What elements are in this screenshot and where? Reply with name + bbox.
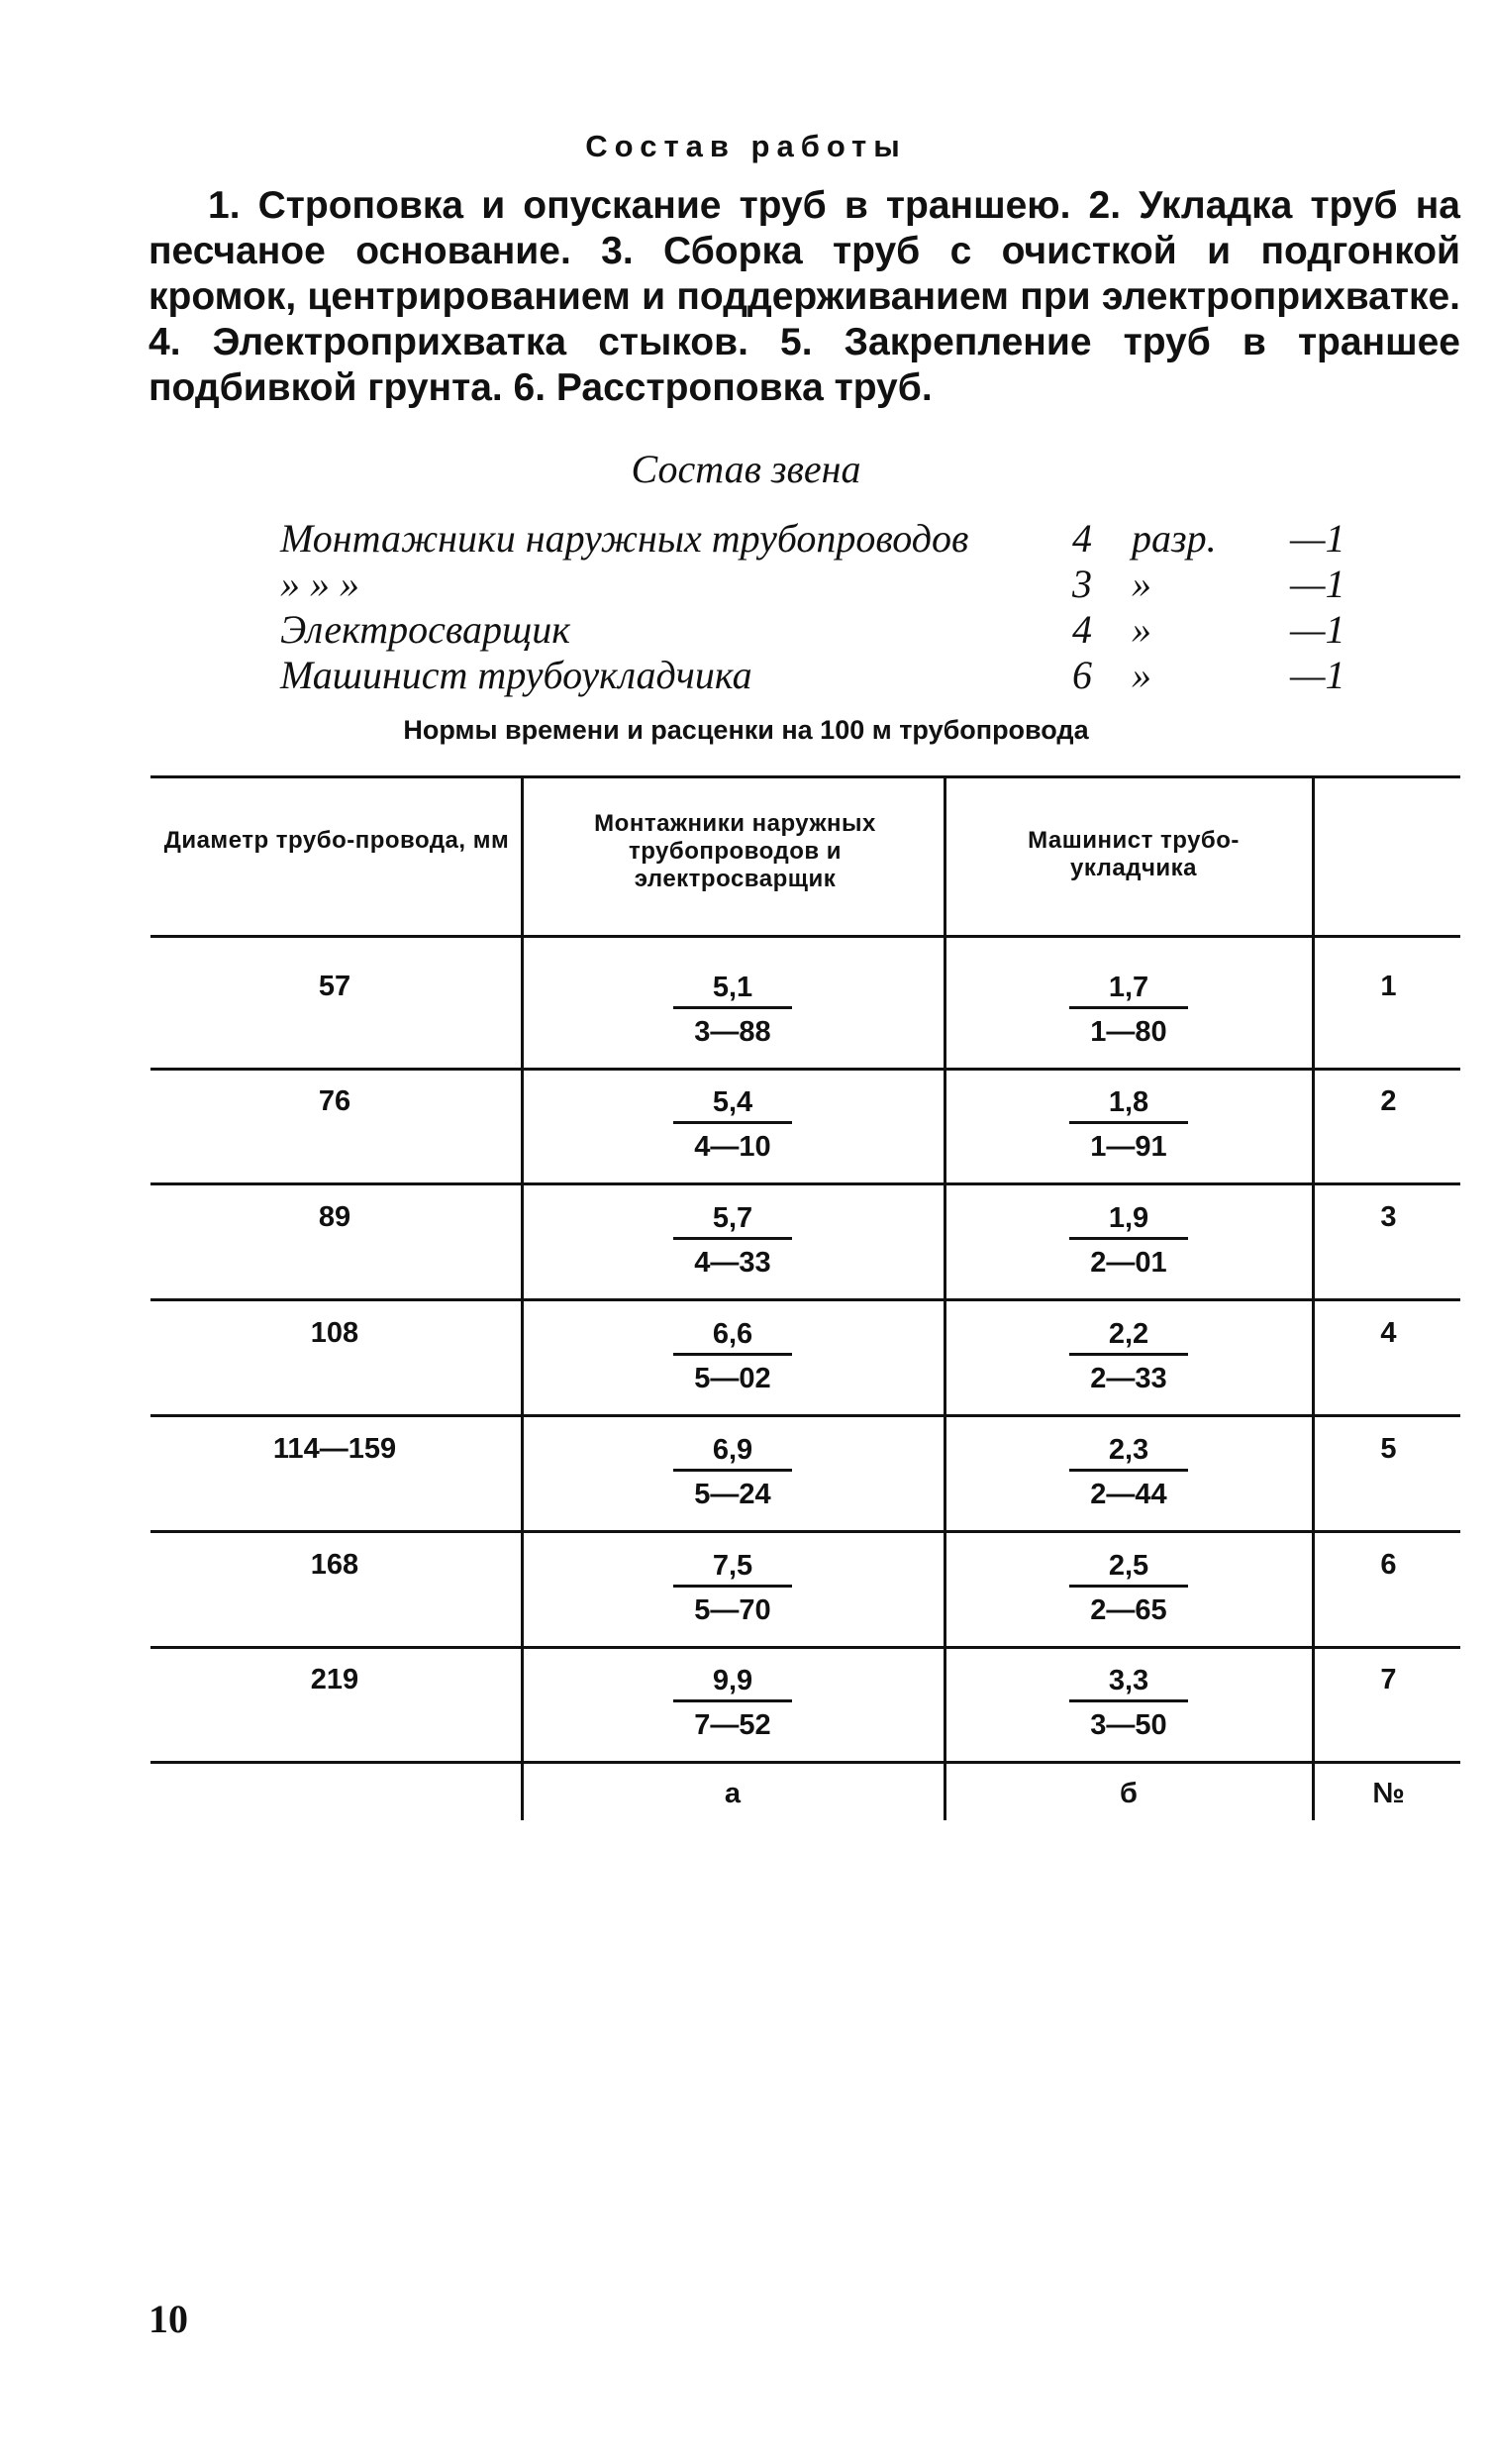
header-installers: Монтажники наружных трубопроводов и электросварщик (594, 810, 876, 892)
crew-grade-unit: разр. (1132, 516, 1217, 561)
price-rate: 4—10 (694, 1131, 771, 1163)
row-divider (150, 1414, 1460, 1417)
time-norm: 9,9 (712, 1665, 753, 1696)
row-divider (150, 1646, 1460, 1649)
work-description (149, 183, 1460, 411)
operator-rate (1069, 1317, 1188, 1395)
fraction-bar (1069, 1353, 1188, 1356)
crew-grade-unit: » (1132, 653, 1151, 697)
time-norm: 2,2 (1108, 1318, 1149, 1350)
column-label-b: б (1120, 1778, 1138, 1809)
price-rate: 2—65 (1090, 1594, 1167, 1626)
row-divider (150, 1182, 1460, 1185)
installers-rate (673, 971, 792, 1049)
crew-role: Электросварщик (280, 607, 570, 652)
installers-rate (673, 1317, 792, 1395)
column-label-number: № (1372, 1778, 1405, 1809)
time-norm: 1,8 (1108, 1086, 1149, 1118)
installers-rate (673, 1085, 792, 1164)
row-divider (150, 1298, 1460, 1301)
crew-grade: 4 (1072, 516, 1092, 561)
fraction-bar (673, 1353, 792, 1356)
time-norm: 5,4 (712, 1086, 753, 1118)
fraction-bar (673, 1121, 792, 1124)
row-number: 1 (1380, 971, 1397, 1002)
row-number: 5 (1380, 1433, 1397, 1465)
fraction-bar (1069, 1469, 1188, 1472)
row-number: 4 (1380, 1317, 1397, 1349)
price-rate: 3—88 (694, 1016, 771, 1048)
work-steps-text: 1. Строповка и опускание труб в траншею. 2. Укладка труб на песчаное основание. 3. Сборка труб с очисткой и подгонкой кромок, центрированием и поддерживанием при электроприхватке. 4. Электроприхватка стыков. 5. Закрепление труб в траншее подбивкой грунта. 6. Расстроповка труб. (149, 184, 1460, 409)
crew-grade-unit: » (1132, 607, 1151, 652)
row-number: 3 (1380, 1201, 1397, 1233)
diameter-cell: 114—159 (272, 1433, 397, 1465)
crew-section-title: Состав звена (631, 447, 861, 491)
row-number: 2 (1380, 1085, 1397, 1117)
time-norm: 2,3 (1108, 1434, 1149, 1466)
table-title: Нормы времени и расценки на 100 м трубопровода (403, 715, 1089, 745)
operator-rate (1069, 1664, 1188, 1742)
price-rate: 1—91 (1090, 1131, 1167, 1163)
crew-grade: 3 (1072, 562, 1092, 606)
fraction-bar (673, 1699, 792, 1702)
column-divider (944, 775, 946, 1820)
time-norm: 2,5 (1108, 1550, 1149, 1582)
time-norm: 7,5 (712, 1550, 753, 1582)
table-top-border (150, 775, 1460, 778)
time-norm: 1,9 (1108, 1202, 1149, 1234)
operator-rate (1069, 1549, 1188, 1627)
diameter-cell: 57 (318, 971, 351, 1002)
diameter-cell: 89 (318, 1201, 351, 1233)
price-rate: 5—24 (694, 1479, 771, 1510)
operator-rate (1069, 1201, 1188, 1280)
diameter-cell: 108 (310, 1317, 359, 1349)
price-rate: 2—33 (1090, 1363, 1167, 1394)
crew-role-ditto: » » » (280, 562, 359, 606)
time-norm: 5,7 (712, 1202, 753, 1234)
fraction-bar (1069, 1699, 1188, 1702)
price-rate: 7—52 (694, 1709, 771, 1741)
installers-rate (673, 1201, 792, 1280)
crew-role: Машинист трубоукладчика (280, 653, 752, 697)
price-rate: 5—02 (694, 1363, 771, 1394)
row-divider (150, 1530, 1460, 1533)
fraction-bar (673, 1237, 792, 1240)
column-label-a: а (724, 1778, 742, 1809)
fraction-bar (673, 1585, 792, 1588)
crew-grade: 4 (1072, 607, 1092, 652)
work-section-title: Состав работы (585, 129, 907, 163)
crew-count: —1 (1290, 653, 1345, 697)
page-number: 10 (149, 2297, 188, 2341)
time-norm: 6,6 (712, 1318, 753, 1350)
header-operator: Машинист трубо-укладчика (1028, 827, 1240, 881)
table-bottom-border (150, 1761, 1460, 1764)
time-norm: 5,1 (712, 972, 753, 1003)
crew-role: Монтажники наружных трубопроводов (280, 516, 969, 561)
column-divider (521, 775, 524, 1820)
row-number: 6 (1380, 1549, 1397, 1581)
fraction-bar (673, 1006, 792, 1009)
crew-count: —1 (1290, 607, 1345, 652)
price-rate: 4—33 (694, 1247, 771, 1279)
crew-grade: 6 (1072, 653, 1092, 697)
operator-rate (1069, 1085, 1188, 1164)
fraction-bar (1069, 1585, 1188, 1588)
column-divider (1312, 775, 1315, 1820)
installers-rate (673, 1549, 792, 1627)
price-rate: 3—50 (1090, 1709, 1167, 1741)
fraction-bar (1069, 1237, 1188, 1240)
price-rate: 5—70 (694, 1594, 771, 1626)
fraction-bar (673, 1469, 792, 1472)
header-bottom-border (150, 935, 1460, 938)
row-number: 7 (1380, 1664, 1397, 1695)
diameter-cell: 168 (310, 1549, 359, 1581)
installers-rate (673, 1433, 792, 1511)
row-divider (150, 1068, 1460, 1071)
time-norm: 6,9 (712, 1434, 753, 1466)
crew-count: —1 (1290, 516, 1345, 561)
fraction-bar (1069, 1006, 1188, 1009)
operator-rate (1069, 971, 1188, 1049)
price-rate: 1—80 (1090, 1016, 1167, 1048)
crew-grade-unit: » (1132, 562, 1151, 606)
fraction-bar (1069, 1121, 1188, 1124)
time-norm: 3,3 (1108, 1665, 1149, 1696)
installers-rate (673, 1664, 792, 1742)
operator-rate (1069, 1433, 1188, 1511)
time-norm: 1,7 (1108, 972, 1149, 1003)
diameter-cell: 219 (310, 1664, 359, 1695)
header-diameter: Диаметр трубо-провода, мм (163, 827, 510, 854)
crew-count: —1 (1290, 562, 1345, 606)
diameter-cell: 76 (318, 1085, 351, 1117)
price-rate: 2—44 (1090, 1479, 1167, 1510)
price-rate: 2—01 (1090, 1247, 1167, 1279)
